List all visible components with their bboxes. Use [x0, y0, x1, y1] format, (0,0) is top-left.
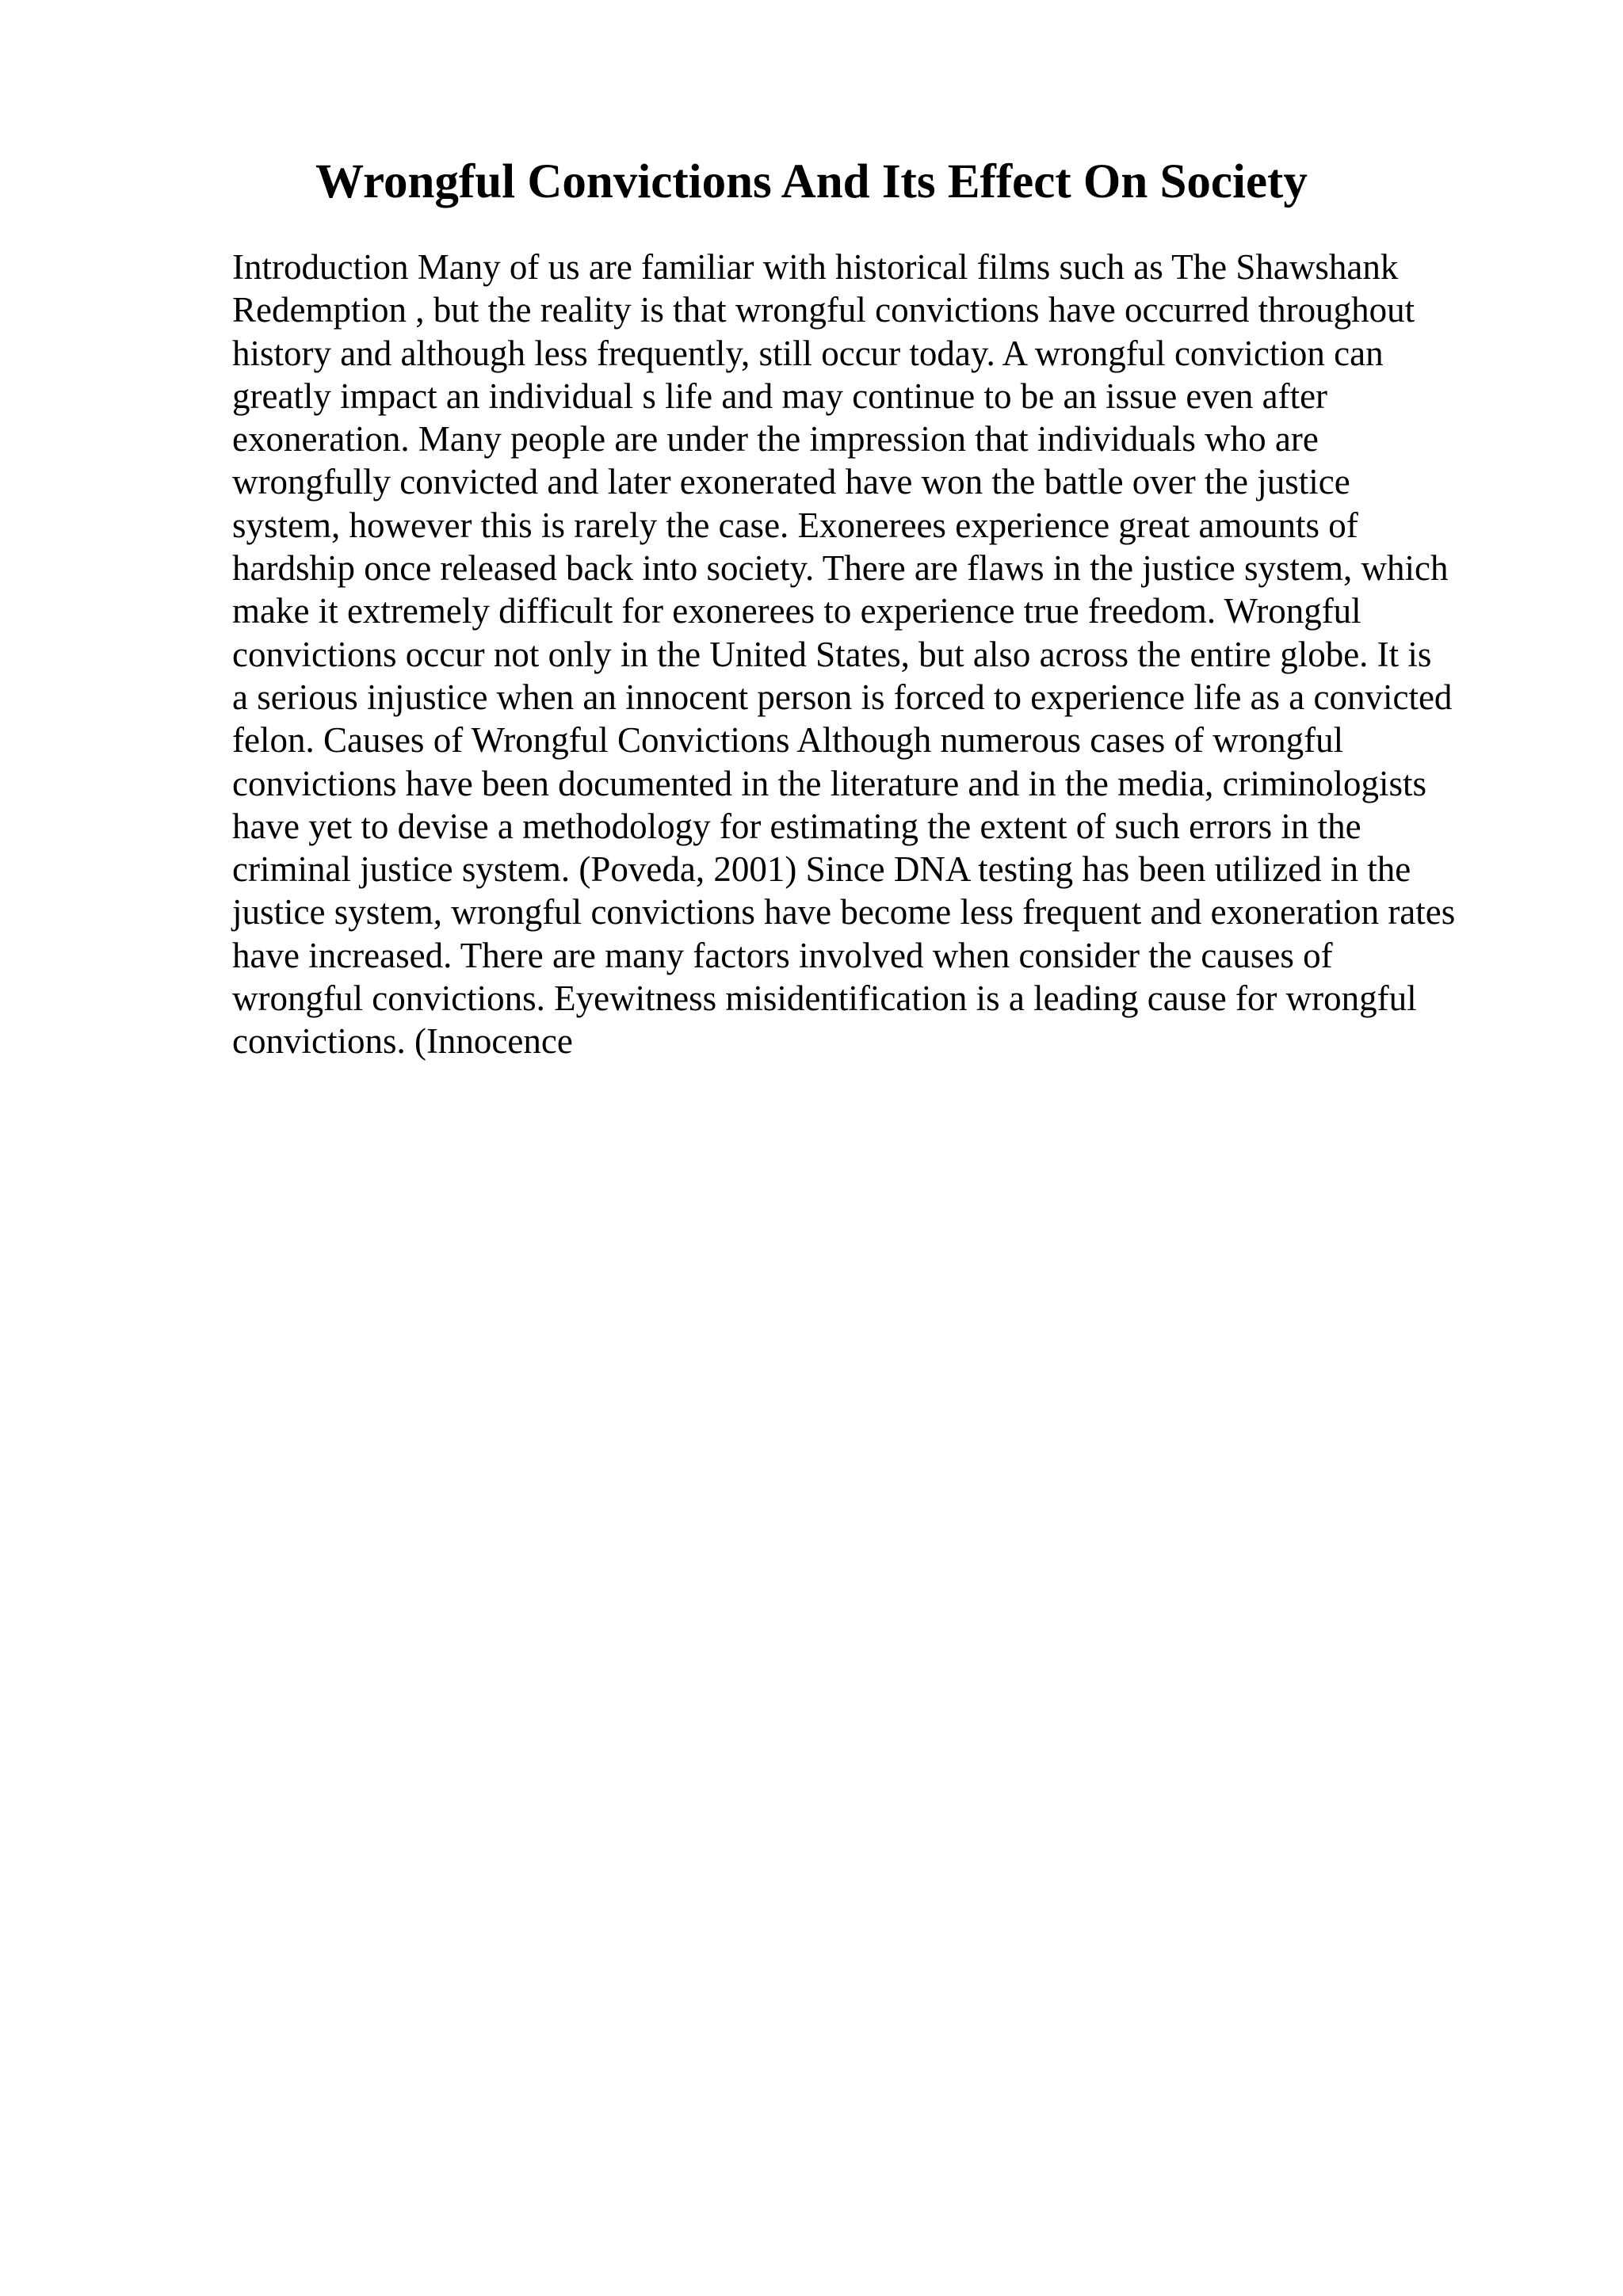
- body-line: system, however this is rarely the case. Exonerees experience great amounts of: [232, 505, 1358, 545]
- document-body: [232, 246, 1532, 1063]
- body-line: convictions occur not only in the United States, but also across the entire globe. It is: [232, 634, 1432, 674]
- body-line: have yet to devise a methodology for estimating the extent of such errors in the: [232, 806, 1361, 846]
- body-line: greatly impact an individual s life and may continue to be an issue even after: [232, 376, 1328, 416]
- body-line: make it extremely difficult for exonerees to experience true freedom. Wrongful: [232, 591, 1361, 631]
- body-line: wrongfully convicted and later exonerated have won the battle over the justice: [232, 462, 1350, 502]
- body-line: criminal justice system. (Poveda, 2001) Since DNA testing has been utilized in the: [232, 849, 1411, 890]
- document-title: Wrongful Convictions And Its Effect On Society: [315, 155, 1308, 208]
- body-line: hardship once released back into society. There are flaws in the justice system, which: [232, 548, 1449, 589]
- body-line: a serious injustice when an innocent person is forced to experience life as a convicted: [232, 677, 1453, 717]
- body-line: have increased. There are many factors involved when consider the causes of: [232, 935, 1333, 975]
- body-line: exoneration. Many people are under the impression that individuals who are: [232, 419, 1319, 460]
- body-line: convictions have been documented in the literature and in the media, criminologists: [232, 763, 1427, 803]
- body-line: convictions. (Innocence: [232, 1021, 573, 1062]
- body-line: history and although less frequently, still occur today. A wrongful conviction can: [232, 333, 1384, 373]
- body-line: Redemption , but the reality is that wrongful convictions have occurred throughout: [232, 290, 1415, 330]
- body-line: Introduction Many of us are familiar with historical films such as The Shawshank: [232, 247, 1399, 287]
- body-line: wrongful convictions. Eyewitness misidentification is a leading cause for wrongful: [232, 978, 1417, 1019]
- body-line: felon. Causes of Wrongful Convictions Although numerous cases of wrongful: [232, 720, 1344, 761]
- body-line: justice system, wrongful convictions have become less frequent and exoneration rates: [232, 892, 1456, 933]
